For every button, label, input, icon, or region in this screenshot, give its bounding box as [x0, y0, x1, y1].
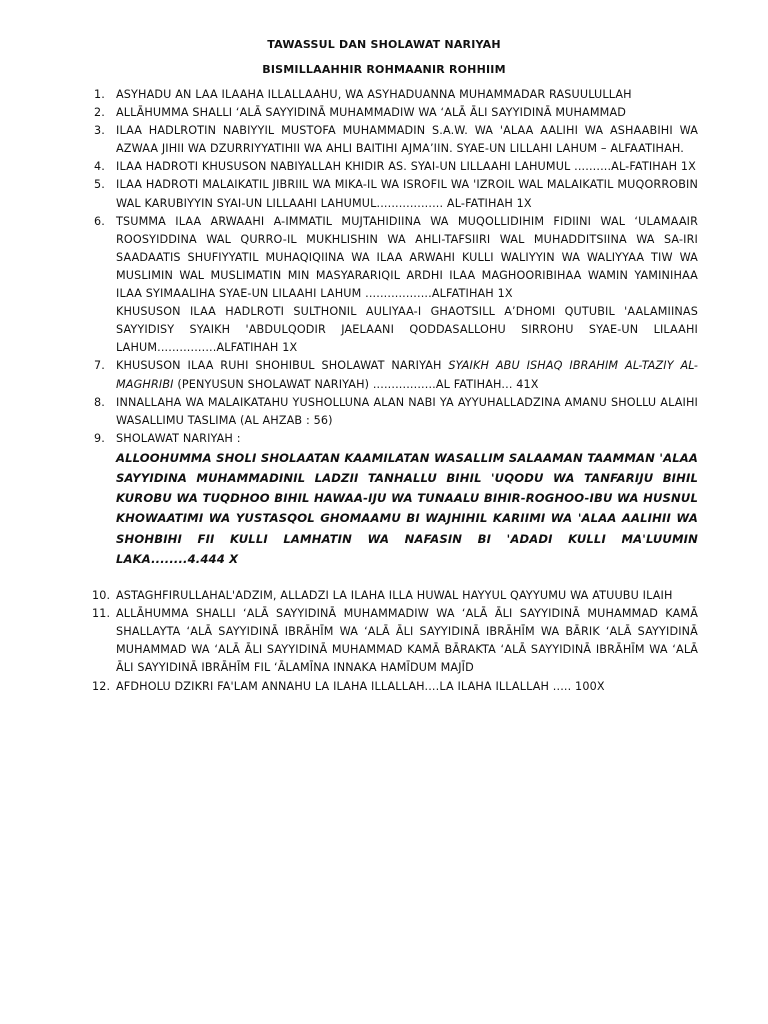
item-number: 6.: [94, 214, 105, 228]
item-text: ASTAGHFIRULLAHAL'ADZIM, ALLADZI LA ILAHA ILLA HUWAL HAYYUL QAYYUMU WA ATUUBU ILAIH: [116, 589, 673, 603]
item-number: 7.: [94, 359, 105, 373]
item-text: ALLĀHUMMA SHALLI ‘ALĀ SAYYIDINĀ MUHAMMADIW WA ‘ALĀ ĀLI SAYYIDINĀ MUHAMMAD KAMĀ SHALLAYTA ‘ALĀ SAYYIDINĀ IBRĀHĪM WA ‘ALĀ ĀLI SAYYIDINĀ IBRĀHĪM WA BĀRIK ‘ALĀ SAYYIDINĀ MUHAMMAD WA ‘ALĀ ĀLI SAYYIDINĀ MUHAMMAD KAMĀ BĀRAKTA ‘ALĀ SAYYIDINĀ IBRĀHĪM WA ‘ALĀ ĀLI SAYYIDINĀ IBRĀHĪM FIL ‘ĀLAMĪNA INNAKA HAMĪDUM MAJĪD: [116, 607, 698, 675]
item-text: ILAA HADROTI KHUSUSON NABIYALLAH KHIDIR AS. SYAI-UN LILLAAHI LAHUMUL ..........AL-FATIHAH 1X: [116, 160, 697, 174]
item-number: 8.: [94, 395, 105, 409]
list-item: [94, 158, 698, 176]
item-text: ILAA HADROTI MALAIKATIL JIBRIIL WA MIKA-IL WA ISROFIL WA 'IZROIL WAL MALAIKATIL MUQORROBIN WAL KARUBIYYIN SYAI-UN LILLAAHI LAHUMUL.................. AL-FATIHAH 1X: [116, 178, 698, 210]
item-text: INNALLAHA WA MALAIKATAHU YUSHOLLUNA ALAN NABI YA AYYUHALLADZINA AMANU SHOLLU ALAIHI WASALLIMU TASLIMA (AL AHZAB : 56): [116, 395, 698, 427]
item-text: AFDHOLU DZIKRI FA'LAM ANNAHU LA ILAHA ILLALLAH....LA ILAHA ILLALLAH ..... 100X: [116, 679, 605, 693]
item-text: ASYHADU AN LAA ILAAHA ILLALLAAHU, WA ASYHADUANNA MUHAMMADAR RASUULULLAH: [116, 88, 632, 101]
spacer: [94, 569, 698, 587]
item-number: 12.: [92, 679, 111, 693]
list-item: [94, 104, 698, 122]
list-item: [94, 357, 698, 393]
item-number: 4.: [94, 160, 105, 174]
list-item: [94, 605, 698, 677]
item-number: 2.: [94, 106, 105, 120]
item-number: 10.: [92, 589, 111, 603]
item-number: 3.: [94, 124, 105, 138]
item-text-part: KHUSUSON ILAA RUHI SHOHIBUL SHOLAWAT NARIYAH: [116, 359, 449, 373]
item-text: ILAA HADLROTIN NABIYYIL MUSTOFA MUHAMMADIN S.A.W. WA 'ALAA AALIHI WA ASHAABIHI WA AZWAA JIHII WA DZURRIYYATIHII WA AHLI BAITIHI AJMA’IIN. SYAE-UN LILLAHI LAHUM – ALFAATIHAH.: [116, 124, 698, 156]
document-subtitle: BISMILLAAHHIR ROHMAANIR ROHHIIM: [262, 63, 506, 76]
list-item: [94, 678, 698, 696]
list-item: [94, 213, 698, 358]
item-number: 11.: [92, 607, 111, 621]
item-number: 1.: [94, 88, 105, 101]
author-name: SYAIKH ABU ISHAQ IBRAHIM AL-TAZIY AL-MAGHRIBI: [116, 359, 699, 391]
item-text: SHOLAWAT NARIYAH :: [116, 431, 241, 445]
item-extra-text: KHUSUSON ILAA HADLROTI SULTHONIL AULIYAA-I GHAOTSILL A’DHOMI QUTUBIL 'AALAMIINAS SAYYIDISY SYAIKH 'ABDULQODIR JAELAANI QODDASALLOHU SIRROHU SYAE-UN LILAAHI LAHUM................ALFATIHAH 1X: [116, 305, 698, 355]
list-item: [94, 587, 698, 605]
document-title: TAWASSUL DAN SHOLAWAT NARIYAH: [267, 38, 501, 51]
list-item: [94, 122, 698, 158]
item-text-part: (PENYUSUN SHOLAWAT NARIYAH) .................AL FATIHAH... 41X: [173, 377, 539, 391]
item-number: 5.: [94, 178, 105, 192]
item-text: [116, 357, 698, 393]
list-item: [94, 430, 698, 569]
prayer-list: [94, 86, 698, 696]
list-item: [94, 176, 698, 212]
item-text: ALLĀHUMMA SHALLI ‘ALĀ SAYYIDINĀ MUHAMMADIW WA ‘ALĀ ĀLI SAYYIDINĀ MUHAMMAD: [116, 106, 627, 120]
item-text: TSUMMA ILAA ARWAAHI A-IMMATIL MUJTAHIDIINA WA MUQOLLIDIHIM FIDIINI WAL ‘ULAMAAIR ROOSYIDDINA WAL QURRO-IL MUKHLISHIN WA AHLI-TAFSIIRI WAL MUHADDITSIINA WA SA-IRI SAADAATIS SHUFIYYATIL MUHAQIQIINA WA ILAA ARWAHI KULLI WALIYYIN WA WALIYYAA TIW WA MUSLIMIN WAL MUSLIMATIN MIN MASYARARIQIL ARDHI ILAA MAGHOORIBIHAA WAMIN YAMINIHAA ILAA SYIMAALIHA SYAE-UN LILAAHI LAHUM ..................ALFATIHAH 1X: [116, 214, 698, 301]
item-number: 9.: [94, 431, 105, 445]
sholawat-nariyah-text: ALLOOHUMMA SHOLI SHOLAATAN KAAMILATAN WASALLIM SALAAMAN TAAMMAN 'ALAA SAYYIDINA MUHAMMADINIL LADZII TANHALLU BIHIL 'UQODU WA TANFARIJU BIHIL KUROBU WA TUQDHOO BIHIL HAWAA-IJU WA TUNAALU BIHIR-ROGHOO-IBU WA HUSNUL KHOWAATIMI WA YUSTASQOL GHOMAAMU BI WAJHIHIL KARIIMI WA 'ALAA AALIHII WA SHOHBIHI FII KULLI LAMHATIN WA NAFASIN BI 'ADADI KULLI MA'LUUMIN LAKA........4.444 X: [116, 450, 698, 566]
list-item: [94, 394, 698, 430]
list-item: [94, 86, 698, 104]
